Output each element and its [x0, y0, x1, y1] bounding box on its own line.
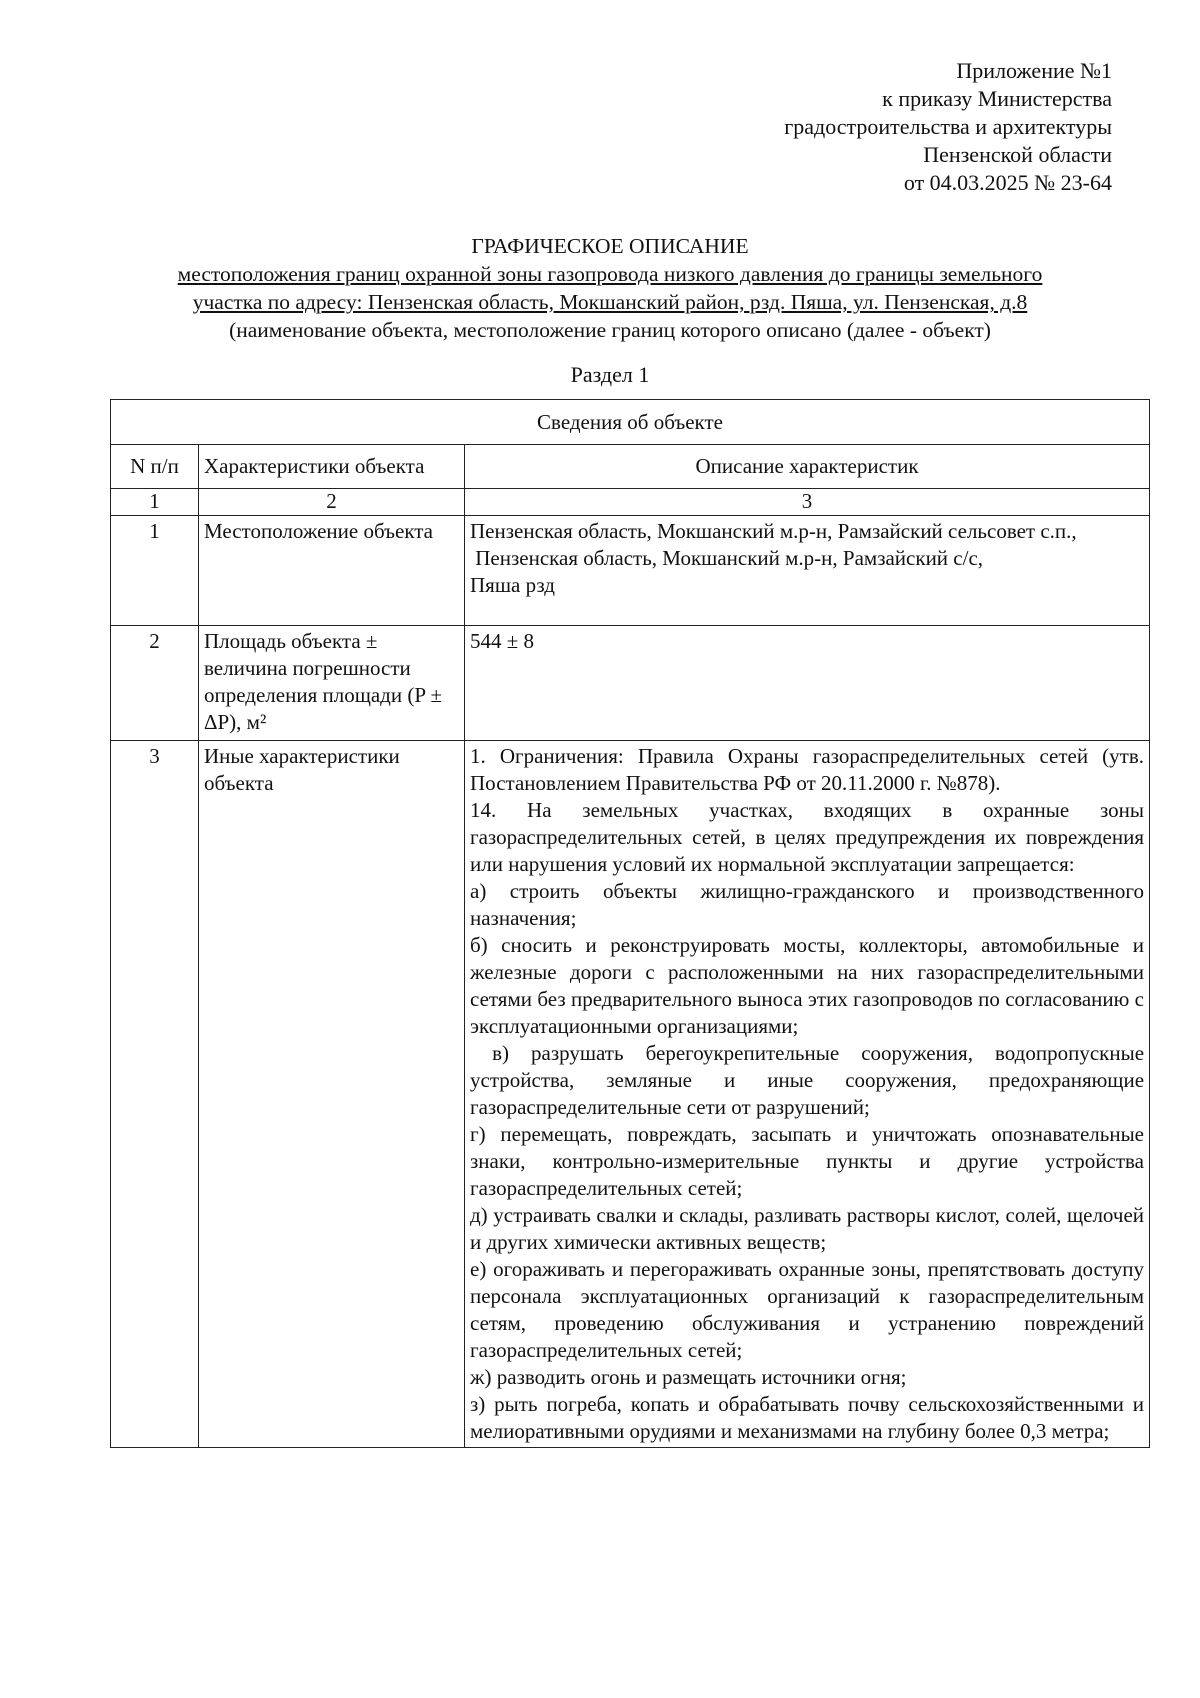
object-name-line-2: участка по адресу: Пензенская область, Мокшанский район, рзд. Пяша, ул. Пензенская, д.8: [192, 290, 1028, 314]
section-label: Раздел 1: [570, 362, 650, 387]
appendix-number: Приложение №1: [956, 58, 1112, 83]
row-number: 3: [111, 741, 199, 1448]
table-row: [111, 516, 1150, 626]
row-description: 544 ± 8: [465, 626, 1150, 741]
row-description: [465, 516, 1150, 626]
location-line: Пяша рзд: [470, 573, 555, 597]
index-cell: 1: [111, 489, 199, 516]
restriction-paragraph: б) сносить и реконструировать мосты, коллекторы, автомобильные и железные дороги с расположенными на них газораспределительными сетями без предварительного выноса этих газопроводов по согласованию с эксплуатационными организациями;: [470, 933, 1145, 1038]
document-title: ГРАФИЧЕСКОЕ ОПИСАНИЕ: [471, 234, 749, 258]
location-line: Пензенская область, Мокшанский м.р-н, Рамзайский с/с,: [470, 546, 984, 570]
restriction-paragraph: г) перемещать, повреждать, засыпать и уничтожать опознавательные знаки, контрольно-измерительные пункты и другие устройства газораспределительных сетей;: [470, 1122, 1145, 1200]
table-caption-row: [111, 400, 1150, 445]
row-number: 1: [111, 516, 199, 626]
table-caption: Сведения об объекте: [111, 400, 1150, 445]
restriction-paragraph: з) рыть погреба, копать и обрабатывать почву сельскохозяйственными и мелиоративными орудиями и механизмами на глубину более 0,3 метра;: [470, 1392, 1145, 1443]
table-row: [111, 741, 1150, 1448]
appendix-ministry: градостроительства и архитектуры: [784, 114, 1112, 139]
restriction-paragraph: 14. На земельных участках, входящих в охранные зоны газораспределительных сетей, в целях предупреждения их повреждения или нарушения условий их нормальной эксплуатации запрещается:: [470, 798, 1145, 876]
table-row: [111, 626, 1150, 741]
row-characteristic: Иные характеристики объекта: [199, 741, 465, 1448]
object-name-subtitle: (наименование объекта, местоположение границ которого описано (далее - объект): [229, 318, 991, 342]
header-number: N п/п: [111, 445, 199, 489]
document-title-block: [110, 232, 1110, 344]
row-characteristic: Местоположение объекта: [199, 516, 465, 626]
table-index-row: [111, 489, 1150, 516]
restriction-paragraph: ж) разводить огонь и размещать источники огня;: [470, 1365, 907, 1389]
row-number: 2: [111, 626, 199, 741]
object-name-line-1: местоположения границ охранной зоны газопровода низкого давления до границы земельного: [177, 262, 1043, 286]
object-info-table: [110, 399, 1150, 1448]
restriction-paragraph: в) разрушать берегоукрепительные сооружения, водопропускные устройства, земляные и иные сооружения, предохраняющие газораспределительные сети от разрушений;: [470, 1041, 1150, 1119]
location-line: Пензенская область, Мокшанский м.р-н, Рамзайский сельсовет с.п.,: [470, 519, 1077, 543]
restriction-paragraph: а) строить объекты жилищно-гражданского и производственного назначения;: [470, 879, 1145, 930]
row-description: [465, 741, 1150, 1448]
appendix-header: [784, 57, 1112, 197]
appendix-date: от 04.03.2025 № 23-64: [903, 170, 1112, 195]
table-header-row: [111, 445, 1150, 489]
row-characteristic: Площадь объекта ± величина погрешности определения площади (P ± ΔP), м²: [199, 626, 465, 741]
header-characteristics: Характеристики объекта: [199, 445, 465, 489]
appendix-order-ref: к приказу Министерства: [882, 86, 1112, 111]
restriction-paragraph: 1. Ограничения: Правила Охраны газораспределительных сетей (утв. Постановлением Правительства РФ от 20.11.2000 г. №878).: [470, 744, 1145, 795]
header-description: Описание характеристик: [465, 445, 1150, 489]
appendix-region: Пензенской области: [923, 142, 1112, 167]
restriction-paragraph: е) огораживать и перегораживать охранные зоны, препятствовать доступу персонала эксплуатационных организаций к газораспределительным сетям, проведению обслуживания и устранению повреждений газораспределительных сетей;: [470, 1257, 1145, 1362]
index-cell: 2: [199, 489, 465, 516]
index-cell: 3: [465, 489, 1150, 516]
restriction-paragraph: д) устраивать свалки и склады, разливать растворы кислот, солей, щелочей и других химически активных веществ;: [470, 1203, 1145, 1254]
